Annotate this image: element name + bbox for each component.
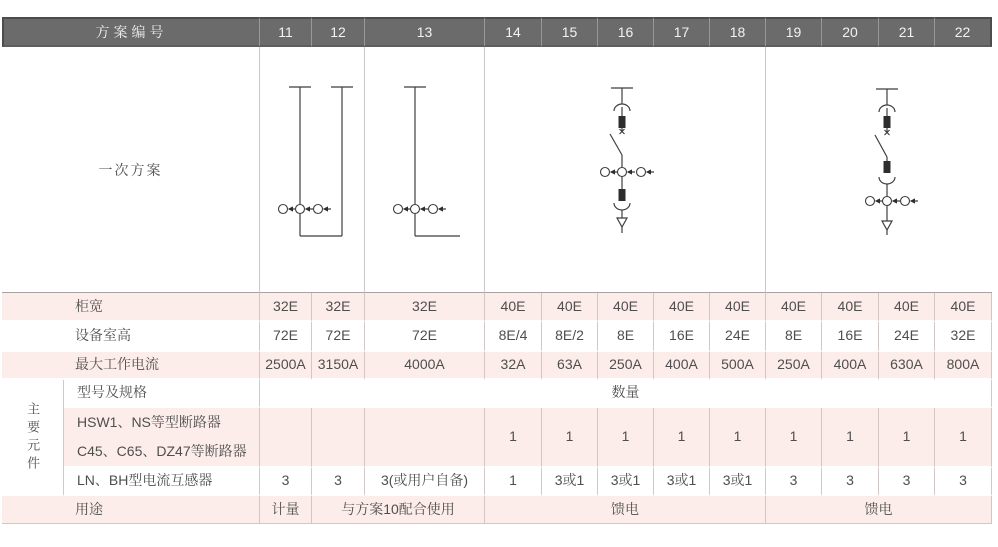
cabinet-width-label: 柜宽	[2, 293, 260, 322]
table-cell: 24E	[710, 322, 766, 352]
primary-scheme-label: 一次方案	[2, 47, 260, 293]
current-transformers-label: LN、BH型电流互感器	[64, 468, 260, 496]
table-cell: 1	[766, 408, 822, 468]
table-cell: 800A	[935, 352, 992, 380]
table-cell: 40E	[935, 293, 992, 322]
usage-label: 用途	[2, 496, 260, 524]
table-cell: 40E	[879, 293, 935, 322]
table-cell: 8E/2	[542, 322, 598, 352]
model-spec-label: 型号及规格	[64, 380, 260, 408]
table-cell: 1	[935, 408, 992, 468]
table-cell: 63A	[542, 352, 598, 380]
table-cell: 1	[710, 408, 766, 468]
table-cell: 32E	[260, 293, 312, 322]
usage-cell-feeding-19-22: 馈电	[766, 496, 992, 524]
quantity-header-cell: 数量	[260, 380, 992, 408]
cabinet-width-row	[2, 293, 992, 322]
table-cell: 400A	[822, 352, 879, 380]
table-cell: 3	[260, 468, 312, 496]
table-cell-empty	[312, 408, 365, 468]
scheme-column-header-15: 15	[542, 17, 598, 47]
usage-cell-metering: 计量	[260, 496, 312, 524]
table-cell: 40E	[822, 293, 879, 322]
equipment-room-height-row	[2, 322, 992, 352]
primary-scheme-row	[2, 47, 992, 293]
diagram-cell-14-18	[485, 47, 766, 293]
table-cell: 32E	[935, 322, 992, 352]
scheme-column-header-13: 13	[365, 17, 485, 47]
table-cell: 250A	[766, 352, 822, 380]
scheme-column-header-12: 12	[312, 17, 365, 47]
table-cell: 72E	[365, 322, 485, 352]
table-cell: 16E	[654, 322, 710, 352]
table-cell: 24E	[879, 322, 935, 352]
table-cell: 3或1	[710, 468, 766, 496]
table-cell: 400A	[654, 352, 710, 380]
table-cell: 40E	[654, 293, 710, 322]
table-cell: 40E	[710, 293, 766, 322]
table-cell: 3	[766, 468, 822, 496]
scheme-14-18-diagram-icon	[485, 47, 766, 292]
scheme-column-header-21: 21	[879, 17, 935, 47]
usage-cell-feeding-14-18: 馈电	[485, 496, 766, 524]
table-cell: 40E	[598, 293, 654, 322]
table-cell: 3	[312, 468, 365, 496]
table-cell: 1	[879, 408, 935, 468]
table-cell: 2500A	[260, 352, 312, 380]
table-cell-empty	[365, 408, 485, 468]
scheme-11-12-diagram-icon	[260, 47, 365, 292]
table-cell: 1	[485, 468, 542, 496]
scheme-column-header-22: 22	[935, 17, 992, 47]
scheme-column-header-18: 18	[710, 17, 766, 47]
table-cell-empty	[260, 408, 312, 468]
table-cell: 8E	[598, 322, 654, 352]
scheme-19-22-diagram-icon	[766, 47, 992, 292]
table-cell: 250A	[598, 352, 654, 380]
usage-row	[2, 496, 992, 524]
main-components-label: 主要元件	[2, 380, 64, 496]
table-cell: 1	[822, 408, 879, 468]
table-cell: 1	[654, 408, 710, 468]
diagram-cell-11-12	[260, 47, 365, 293]
scheme-column-header-14: 14	[485, 17, 542, 47]
table-cell: 32A	[485, 352, 542, 380]
breakers-label-line1: HSW1、NS等型断路器	[77, 414, 221, 430]
table-cell: 3或1	[654, 468, 710, 496]
table-header-row	[2, 17, 992, 47]
equipment-room-height-label: 设备室高	[2, 322, 260, 352]
breakers-label-line2: C45、C65、DZ47等断路器	[77, 443, 247, 459]
table-cell: 32E	[312, 293, 365, 322]
table-cell: 3	[822, 468, 879, 496]
table-cell: 72E	[260, 322, 312, 352]
table-cell: 32E	[365, 293, 485, 322]
breakers-label	[64, 408, 260, 468]
diagram-cell-13	[365, 47, 485, 293]
scheme-column-header-20: 20	[822, 17, 879, 47]
model-spec-row	[2, 380, 992, 408]
table-cell: 3	[879, 468, 935, 496]
table-cell: 3或1	[598, 468, 654, 496]
table-cell: 3或1	[542, 468, 598, 496]
table-cell: 8E	[766, 322, 822, 352]
table-cell: 3150A	[312, 352, 365, 380]
max-working-current-label: 最大工作电流	[2, 352, 260, 380]
diagram-cell-19-22	[766, 47, 992, 293]
table-cell: 3	[935, 468, 992, 496]
table-cell: 500A	[710, 352, 766, 380]
table-cell: 3(或用户自备)	[365, 468, 485, 496]
table-cell: 40E	[485, 293, 542, 322]
table-cell: 40E	[542, 293, 598, 322]
scheme-column-header-17: 17	[654, 17, 710, 47]
max-working-current-row	[2, 352, 992, 380]
table-cell: 8E/4	[485, 322, 542, 352]
scheme-column-header-16: 16	[598, 17, 654, 47]
usage-cell-with-scheme-10: 与方案10配合使用	[312, 496, 485, 524]
table-cell: 1	[485, 408, 542, 468]
scheme-13-diagram-icon	[365, 47, 485, 292]
scheme-column-header-19: 19	[766, 17, 822, 47]
breakers-row	[2, 408, 992, 468]
current-transformers-row	[2, 468, 992, 496]
table-cell: 16E	[822, 322, 879, 352]
table-cell: 4000A	[365, 352, 485, 380]
table-cell: 1	[542, 408, 598, 468]
table-cell: 40E	[766, 293, 822, 322]
scheme-column-header-11: 11	[260, 17, 312, 47]
scheme-spec-table	[2, 17, 992, 524]
table-cell: 630A	[879, 352, 935, 380]
scheme-number-header: 方案编号	[2, 17, 260, 47]
table-cell: 72E	[312, 322, 365, 352]
table-cell: 1	[598, 408, 654, 468]
